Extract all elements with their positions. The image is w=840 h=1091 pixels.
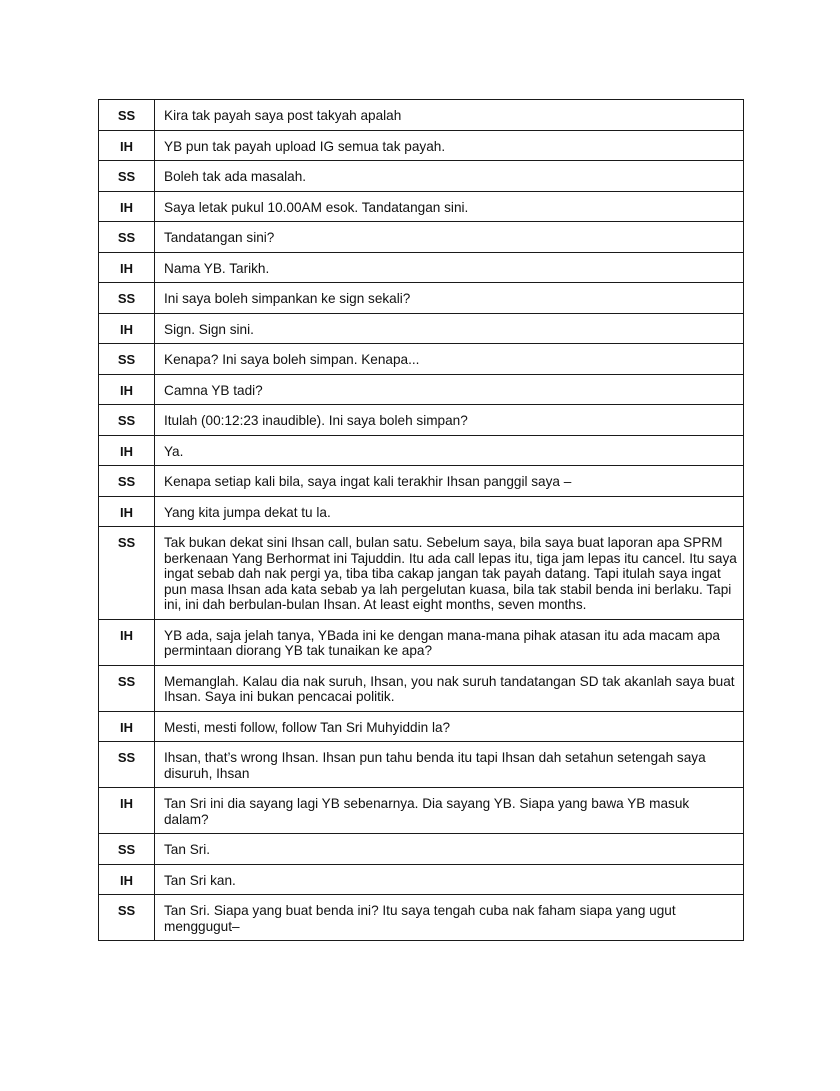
speaker-cell: IH [99,435,155,466]
transcript-row [99,864,744,895]
transcript-row [99,222,744,253]
speaker-cell: IH [99,496,155,527]
speaker-cell: SS [99,222,155,253]
speaker-cell: SS [99,100,155,131]
speaker-cell: SS [99,466,155,497]
speaker-cell: SS [99,405,155,436]
utterance-cell: Tan Sri ini dia sayang lagi YB sebenarnya. Dia sayang YB. Siapa yang bawa YB masuk dalam? [155,788,744,834]
transcript-row [99,665,744,711]
transcript-row [99,711,744,742]
speaker-cell: IH [99,191,155,222]
utterance-cell: Ihsan, that’s wrong Ihsan. Ihsan pun tahu benda itu tapi Ihsan dah setahun setengah saya disuruh, Ihsan [155,742,744,788]
transcript-row [99,100,744,131]
transcript-row [99,191,744,222]
transcript-row [99,252,744,283]
transcript-row [99,527,744,620]
speaker-cell: IH [99,711,155,742]
speaker-cell: SS [99,283,155,314]
utterance-cell: Tan Sri. [155,834,744,865]
transcript-row [99,130,744,161]
transcript-row [99,161,744,192]
utterance-cell: Ini saya boleh simpankan ke sign sekali? [155,283,744,314]
speaker-cell: IH [99,313,155,344]
transcript-row [99,788,744,834]
speaker-cell: SS [99,161,155,192]
speaker-cell: IH [99,252,155,283]
transcript-row [99,344,744,375]
transcript-body [99,100,744,941]
utterance-cell: Kenapa? Ini saya boleh simpan. Kenapa... [155,344,744,375]
speaker-cell: IH [99,788,155,834]
speaker-cell: IH [99,130,155,161]
transcript-row [99,895,744,941]
utterance-cell: Kira tak payah saya post takyah apalah [155,100,744,131]
transcript-row [99,283,744,314]
utterance-cell: Memanglah. Kalau dia nak suruh, Ihsan, you nak suruh tandatangan SD tak akanlah saya buat Ihsan. Saya ini bukan pencacai politik. [155,665,744,711]
transcript-row [99,496,744,527]
utterance-cell: Boleh tak ada masalah. [155,161,744,192]
transcript-row [99,834,744,865]
transcript-table [98,99,744,941]
speaker-cell: SS [99,742,155,788]
utterance-cell: Saya letak pukul 10.00AM esok. Tandatangan sini. [155,191,744,222]
transcript-row [99,374,744,405]
utterance-cell: Tan Sri kan. [155,864,744,895]
transcript-row [99,313,744,344]
utterance-cell: Tan Sri. Siapa yang buat benda ini? Itu saya tengah cuba nak faham siapa yang ugut menggugut– [155,895,744,941]
utterance-cell: Kenapa setiap kali bila, saya ingat kali terakhir Ihsan panggil saya – [155,466,744,497]
transcript-row [99,435,744,466]
speaker-cell: SS [99,665,155,711]
utterance-cell: Mesti, mesti follow, follow Tan Sri Muhyiddin la? [155,711,744,742]
utterance-cell: Itulah (00:12:23 inaudible). Ini saya boleh simpan? [155,405,744,436]
speaker-cell: IH [99,864,155,895]
speaker-cell: SS [99,527,155,620]
utterance-cell: Tak bukan dekat sini Ihsan call, bulan satu. Sebelum saya, bila saya buat laporan apa SPRM berkenaan Yang Berhormat ini Tajuddin. Itu ada call lepas itu, tiga jam lepas itu cancel. Itu saya ingat sebab dah nak pergi ya, tiba tiba cakap jangan tak payah datang. Tapi itulah saya ingat pun masa Ihsan ada kata sebab ya lah pergelutan kuasa, bila tak stabil benda ini berlaku. Tapi ini, ini dah berbulan-bulan Ihsan. At least eight months, seven months. [155,527,744,620]
utterance-cell: Ya. [155,435,744,466]
utterance-cell: Yang kita jumpa dekat tu la. [155,496,744,527]
speaker-cell: IH [99,374,155,405]
speaker-cell: SS [99,895,155,941]
utterance-cell: Tandatangan sini? [155,222,744,253]
utterance-cell: Camna YB tadi? [155,374,744,405]
utterance-cell: YB ada, saja jelah tanya, YBada ini ke dengan mana-mana pihak atasan itu ada macam apa permintaan diorang YB tak tunaikan ke apa? [155,619,744,665]
transcript-row [99,619,744,665]
speaker-cell: SS [99,344,155,375]
utterance-cell: Sign. Sign sini. [155,313,744,344]
transcript-row [99,466,744,497]
utterance-cell: YB pun tak payah upload IG semua tak payah. [155,130,744,161]
speaker-cell: IH [99,619,155,665]
speaker-cell: SS [99,834,155,865]
transcript-row [99,405,744,436]
transcript-row [99,742,744,788]
utterance-cell: Nama YB. Tarikh. [155,252,744,283]
